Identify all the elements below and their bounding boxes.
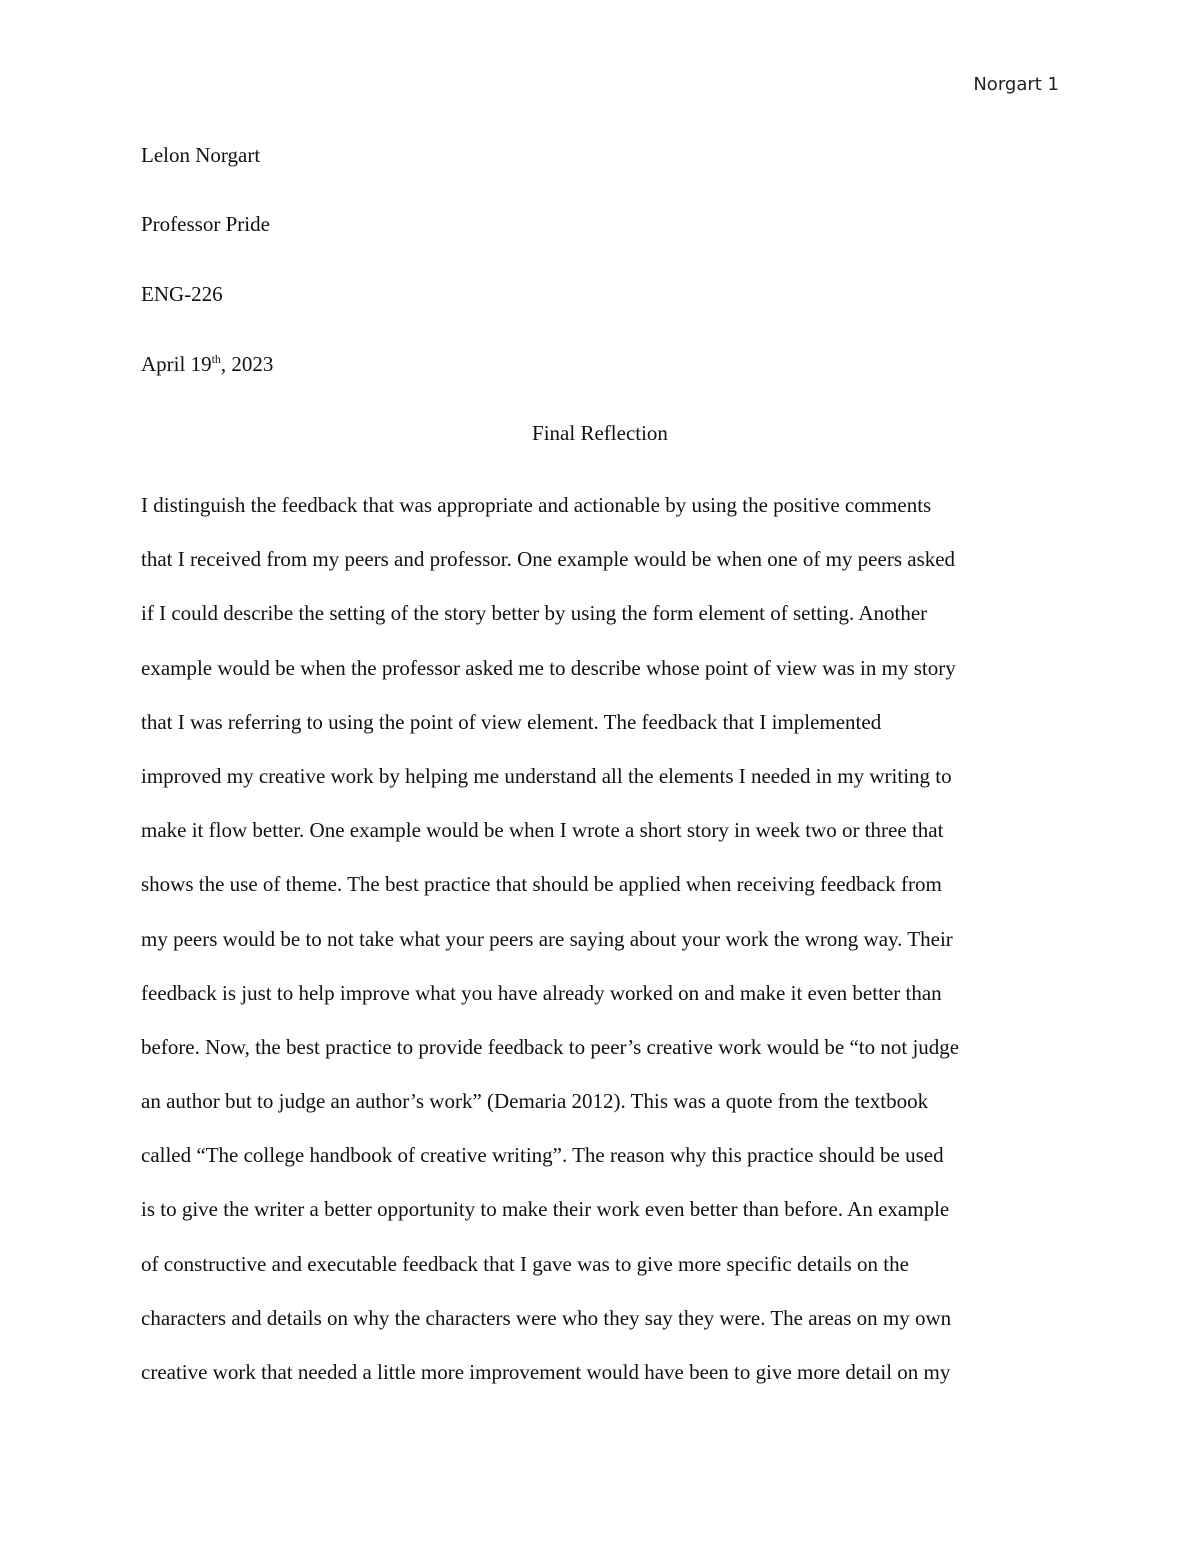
body-line: shows the use of theme. The best practice that should be applied when receiving feedback from [141,872,942,897]
body-line: my peers would be to not take what your peers are saying about your work the wrong way. Their [141,926,953,951]
date-ordinal-suffix: th [211,352,221,366]
body-line: before. Now, the best practice to provide feedback to peer’s creative work would be “to not judge [141,1034,960,1059]
body-line: improved my creative work by helping me understand all the elements I needed in my writing to [141,763,952,788]
body-line: example would be when the professor asked me to describe whose point of view was in my story [141,655,956,680]
date-month-day: April 19 [141,352,212,376]
body-line: feedback is just to help improve what you have already worked on and make it even better than [141,980,942,1005]
body-line: an author but to judge an author’s work” (Demaria 2012). This was a quote from the textbook [141,1089,929,1114]
date-year: , 2023 [220,352,274,376]
body-line: that I was referring to using the point of view element. The feedback that I implemented [141,709,882,734]
body-line: if I could describe the setting of the story better by using the form element of setting. Another [141,601,928,626]
document-title: Final Reflection [532,421,668,445]
body-line: creative work that needed a little more improvement would have been to give more detail on my [141,1360,951,1384]
submission-date [141,352,273,377]
body-line: called “The college handbook of creative writing”. The reason why this practice should be used [141,1143,944,1168]
body-line: make it flow better. One example would be when I wrote a short story in week two or three that [141,818,944,843]
body-line: that I received from my peers and professor. One example would be when one of my peers asked [141,547,956,572]
body-line: characters and details on why the characters were who they say they were. The areas on my own [141,1305,952,1330]
student-name: Lelon Norgart [141,143,261,167]
body-line: of constructive and executable feedback that I gave was to give more specific details on the [141,1251,909,1276]
body-line: I distinguish the feedback that was appropriate and actionable by using the positive comments [141,493,932,517]
instructor-name: Professor Pride [141,212,270,236]
course-code: ENG-226 [141,282,223,306]
running-header: Norgart 1 [973,74,1059,95]
body-line: is to give the writer a better opportunity to make their work even better than before. An example [141,1197,950,1222]
body-paragraph [141,490,1071,1411]
